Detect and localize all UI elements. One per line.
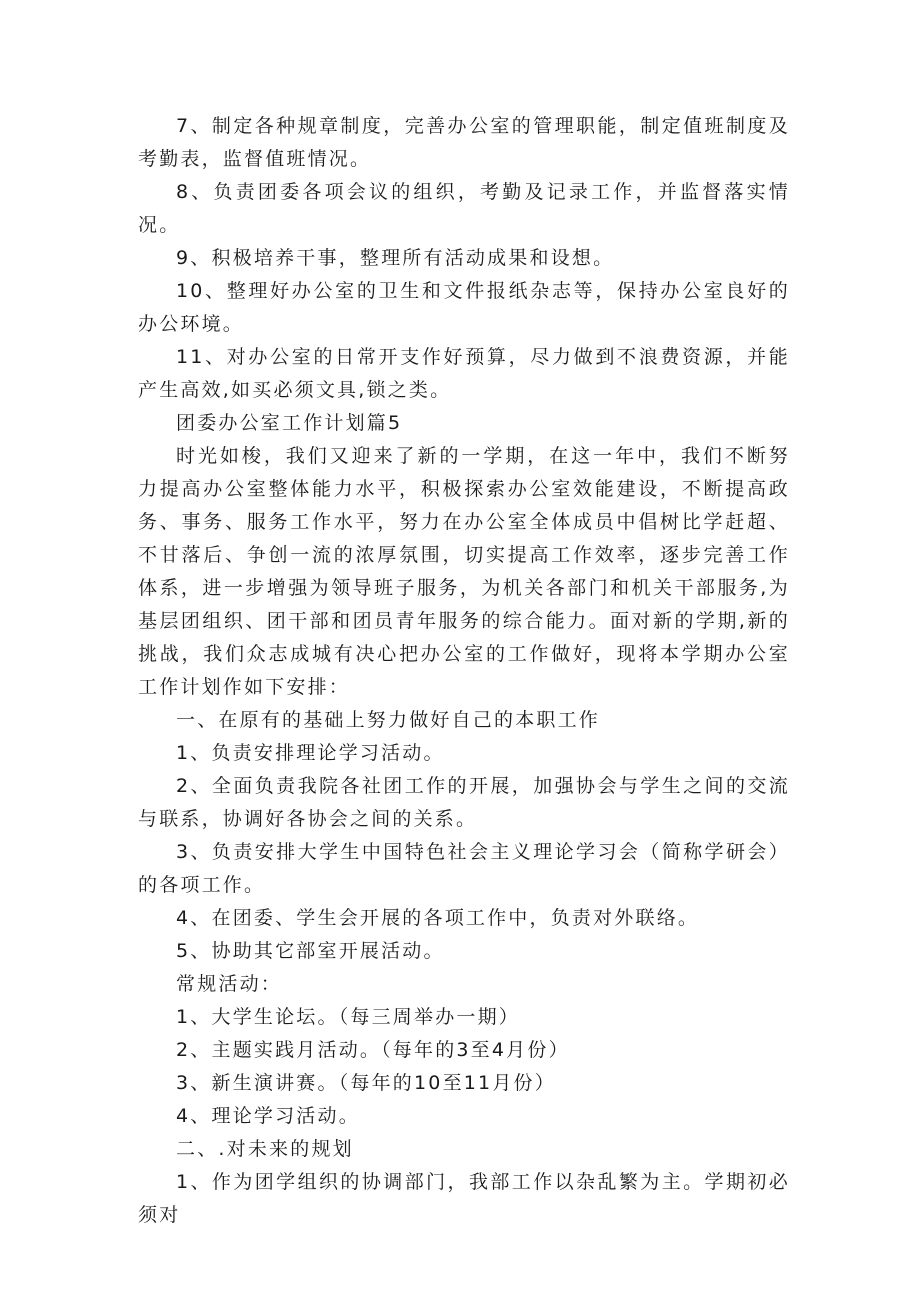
duty-item-1: 1、负责安排理论学习活动。 — [176, 742, 445, 764]
list-item-7: 7、制定各种规章制度，完善办公室的管理职能，制定值班制度及考勤表，监督值班情况。 — [138, 115, 790, 170]
duty-item-3: 3、负责安排大学生中国特色社会主义理论学习会（简称学研会）的各项工作。 — [138, 841, 790, 896]
duty-item-4: 4、在团委、学生会开展的各项工作中，负责对外联络。 — [176, 907, 700, 929]
section-heading-1: 一、在原有的基础上努力做好自己的本职工作 — [176, 709, 601, 731]
duty-item-2: 2、全面负责我院各社团工作的开展，加强协会与学生之间的交流与联系，协调好各协会之间的关系。 — [138, 775, 790, 830]
activity-item-2: 2、主题实践月活动。（每年的3至4月份） — [176, 1039, 570, 1061]
document-body — [138, 110, 790, 1232]
routine-activities-heading: 常规活动： — [176, 973, 283, 995]
activity-item-4: 4、理论学习活动。 — [176, 1105, 360, 1127]
section-title: 团委办公室工作计划篇5 — [176, 412, 403, 434]
duty-item-5: 5、协助其它部室开展活动。 — [176, 940, 445, 962]
intro-paragraph: 时光如梭，我们又迎来了新的一学期，在这一年中，我们不断努力提高办公室整体能力水平，积极探索办公室效能建设，不断提高政务、事务、服务工作水平，努力在办公室全体成员中倡树比学赶超、不甘落后、争创一流的浓厚氛围，切实提高工作效率，逐步完善工作体系，进一步增强为领导班子服务，为机关各部门和机关干部服务,为基层团组织、团干部和团员青年服务的综合能力。面对新的学期,新的挑战，我们众志成城有决心把办公室的工作做好，现将本学期办公室工作计划作如下安排： — [138, 445, 790, 698]
list-item-8: 8、负责团委各项会议的组织，考勤及记录工作，并监督落实情况。 — [138, 181, 790, 236]
list-item-10: 10、整理好办公室的卫生和文件报纸杂志等，保持办公室良好的办公环境。 — [138, 280, 790, 335]
activity-item-3: 3、新生演讲赛。（每年的10至11月份） — [176, 1072, 556, 1094]
section-heading-2: 二、.对未来的规划 — [176, 1138, 354, 1160]
list-item-9: 9、积极培养干事，整理所有活动成果和设想。 — [176, 247, 615, 269]
plan-item-1: 1、作为团学组织的协调部门，我部工作以杂乱繁为主。学期初必须对 — [138, 1171, 790, 1226]
activity-item-1: 1、大学生论坛。（每三周举办一期） — [176, 1006, 520, 1028]
list-item-11: 11、对办公室的日常开支作好预算，尽力做到不浪费资源，并能产生高效,如买必须文具,锁之类。 — [138, 346, 790, 401]
